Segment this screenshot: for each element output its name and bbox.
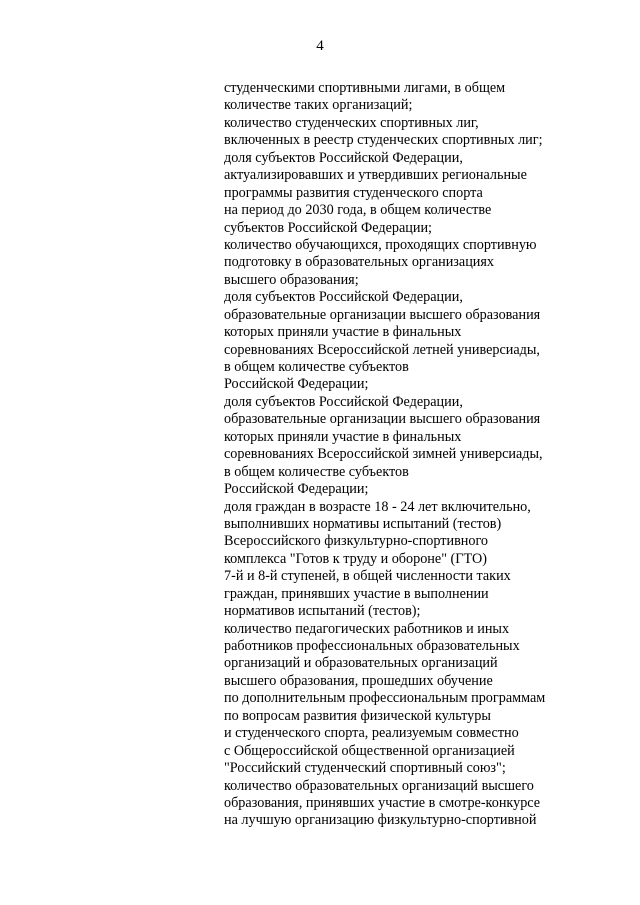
text-line: количество студенческих спортивных лиг, (224, 114, 479, 131)
text-line: высшего образования, прошедших обучение (224, 672, 493, 689)
text-line: доля субъектов Российской Федерации, (224, 393, 463, 410)
text-line: количество обучающихся, проходящих спортивную (224, 236, 537, 253)
text-line: "Российский студенческий спортивный союз"; (224, 760, 506, 777)
text-line: которых приняли участие в финальных (224, 324, 462, 341)
text-line: высшего образования; (224, 271, 359, 288)
text-line: количество педагогических работников и иных (224, 620, 510, 637)
text-line: выполнивших нормативы испытаний (тестов) (224, 515, 502, 532)
text-line: граждан, принявших участие в выполнении (224, 585, 489, 602)
text-line: на лучшую организацию физкультурно-спортивной (224, 812, 537, 829)
text-line: субъектов Российской Федерации; (224, 219, 432, 236)
text-line: Всероссийского физкультурно-спортивного (224, 533, 489, 550)
text-line: соревнованиях Всероссийской летней универсиады, (224, 341, 540, 358)
text-line: по дополнительным профессиональным программам (224, 690, 546, 707)
text-line: на период до 2030 года, в общем количестве (224, 202, 492, 219)
document-body (224, 80, 634, 830)
text-line: в общем количестве субъектов (224, 463, 409, 480)
text-line: подготовку в образовательных организациях (224, 254, 495, 271)
text-line: актуализировавших и утвердивших региональные (224, 167, 527, 184)
text-line: программы развития студенческого спорта (224, 184, 483, 201)
text-line: комплекса "Готов к труду и обороне" (ГТО) (224, 550, 487, 567)
text-line: доля граждан в возрасте 18 - 24 лет включительно, (224, 498, 531, 515)
text-line: Российской Федерации; (224, 376, 369, 393)
text-line: организаций и образовательных организаций (224, 655, 498, 672)
text-line: и студенческого спорта, реализуемым совместно (224, 725, 519, 742)
text-line: количество образовательных организаций высшего (224, 777, 534, 794)
text-line: по вопросам развития физической культуры (224, 707, 491, 724)
text-line: включенных в реестр студенческих спортивных лиг; (224, 132, 543, 149)
text-line: количестве таких организаций; (224, 97, 413, 114)
text-line: нормативов испытаний (тестов); (224, 603, 421, 620)
text-line: работников профессиональных образовательных (224, 638, 520, 654)
text-line: образования, принявших участие в смотре-конкурсе (224, 794, 541, 811)
text-line: доля субъектов Российской Федерации, (224, 289, 463, 306)
text-line: Российской Федерации; (224, 481, 369, 498)
text-line: 7-й и 8-й ступеней, в общей численности таких (224, 568, 511, 585)
text-line: которых приняли участие в финальных (224, 428, 462, 445)
text-line: соревнованиях Всероссийской зимней универсиады, (224, 446, 543, 463)
text-line: доля субъектов Российской Федерации, (224, 149, 463, 166)
text-line: образовательные организации высшего образования (224, 411, 541, 428)
page-number: 4 (316, 38, 324, 54)
text-line: с Общероссийской общественной организацией (224, 742, 515, 759)
text-line: студенческими спортивными лигами, в общем (224, 80, 506, 96)
text-line: в общем количестве субъектов (224, 359, 409, 375)
text-line: образовательные организации высшего образования (224, 306, 541, 323)
